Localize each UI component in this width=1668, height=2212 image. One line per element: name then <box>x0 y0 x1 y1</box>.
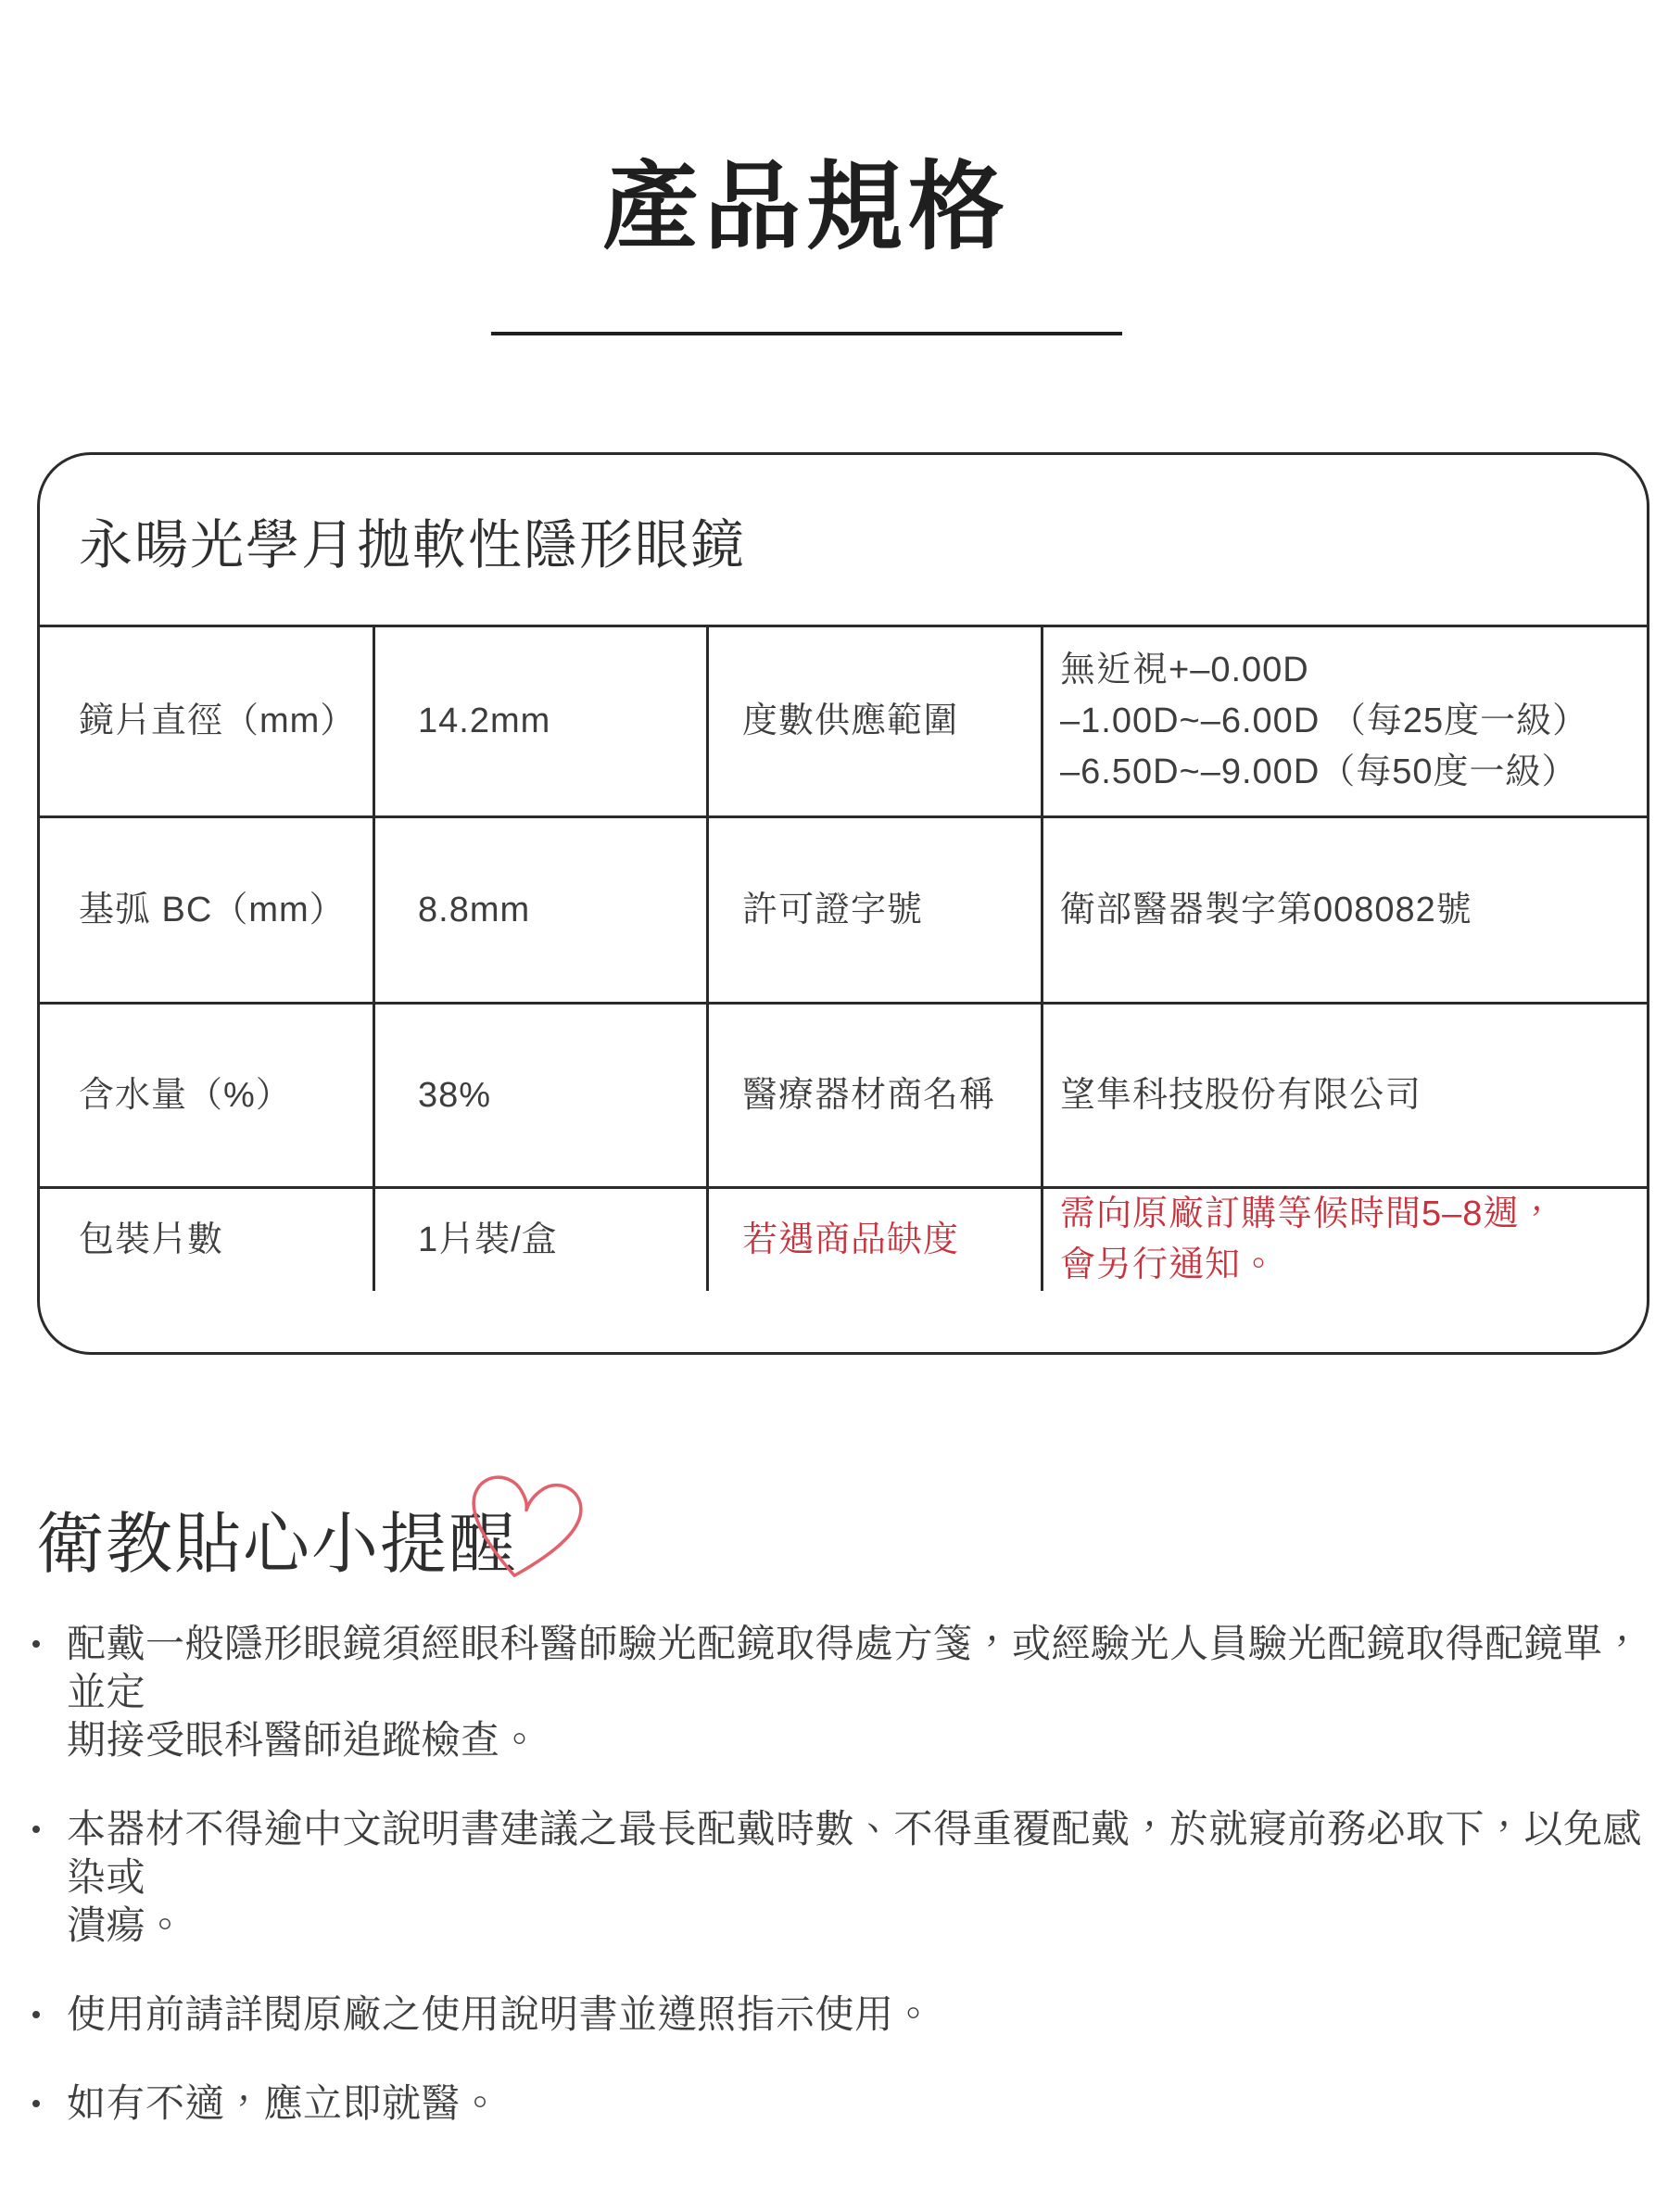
spec-value-out-of-stock <box>1041 1186 1647 1291</box>
bullet-line: 潰瘍。 <box>67 1903 185 1947</box>
bullet-line: 本器材不得逾中文說明書建議之最長配戴時數、不得重覆配戴，於就寢前務必取下，以免感染或 <box>67 1807 1643 1899</box>
bullet-dot <box>32 2011 40 2018</box>
spec-value-device-company: 望隼科技股份有限公司 <box>1041 1002 1647 1186</box>
bullet-line: 如有不適，應立即就醫。 <box>67 2081 500 2125</box>
bullet-line: 使用前請詳閱原廠之使用說明書並遵照指示使用。 <box>67 1992 934 2036</box>
out-of-stock-line: 會另行通知。 <box>1060 1245 1278 1284</box>
bullet-dot <box>32 2100 40 2107</box>
spec-label-pack-quantity: 包裝片數 <box>40 1186 373 1291</box>
bullet-line: 期接受眼科醫師追蹤檢查。 <box>67 1718 540 1762</box>
page-title: 產品規格 <box>601 154 1010 261</box>
bullet-dot <box>32 1640 40 1648</box>
reminder-heading: 衛教貼心小提醒 <box>37 1508 518 1582</box>
power-range-line: 無近視+–0.00D <box>1060 651 1309 689</box>
bullet-line: 配戴一般隱形眼鏡須經眼科醫師驗光配鏡取得處方箋，或經驗光人員驗光配鏡取得配鏡單，並定 <box>67 1622 1643 1713</box>
bullet-dot <box>32 1826 40 1833</box>
reminder-bullet-list <box>30 1620 1644 2168</box>
spec-grid <box>40 627 1647 1291</box>
product-name: 永暘光學月拋軟性隱形眼鏡 <box>40 455 1647 627</box>
spec-label-base-curve: 基弧 BC（mm） <box>40 815 373 1002</box>
bullet-item <box>30 1991 1644 2039</box>
spec-label-power-range: 度數供應範圍 <box>706 627 1041 815</box>
spec-table <box>37 452 1649 1355</box>
spec-label-out-of-stock: 若遇商品缺度 <box>706 1186 1041 1291</box>
spec-value-pack-quantity: 1片裝/盒 <box>373 1186 706 1291</box>
out-of-stock-line: 需向原廠訂購等候時間5–8週， <box>1060 1194 1556 1233</box>
spec-label-license-number: 許可證字號 <box>706 815 1041 1002</box>
spec-value-lens-diameter: 14.2mm <box>373 627 706 815</box>
spec-label-water-content: 含水量（%） <box>40 1002 373 1186</box>
bullet-item <box>30 1805 1644 1950</box>
bullet-item <box>30 1620 1644 1764</box>
heart-icon <box>452 1462 597 1585</box>
spec-label-device-company: 醫療器材商名稱 <box>706 1002 1041 1186</box>
power-range-line: –6.50D~–9.00D（每50度一級） <box>1060 752 1578 791</box>
title-underline <box>491 332 1122 335</box>
spec-value-license-number: 衛部醫器製字第008082號 <box>1041 815 1647 1002</box>
spec-value-water-content: 38% <box>373 1002 706 1186</box>
bullet-item <box>30 2079 1644 2128</box>
power-range-line: –1.00D~–6.00D （每25度一級） <box>1060 702 1589 740</box>
spec-value-power-range <box>1041 627 1647 815</box>
spec-value-base-curve: 8.8mm <box>373 815 706 1002</box>
spec-label-lens-diameter: 鏡片直徑（mm） <box>79 702 357 740</box>
